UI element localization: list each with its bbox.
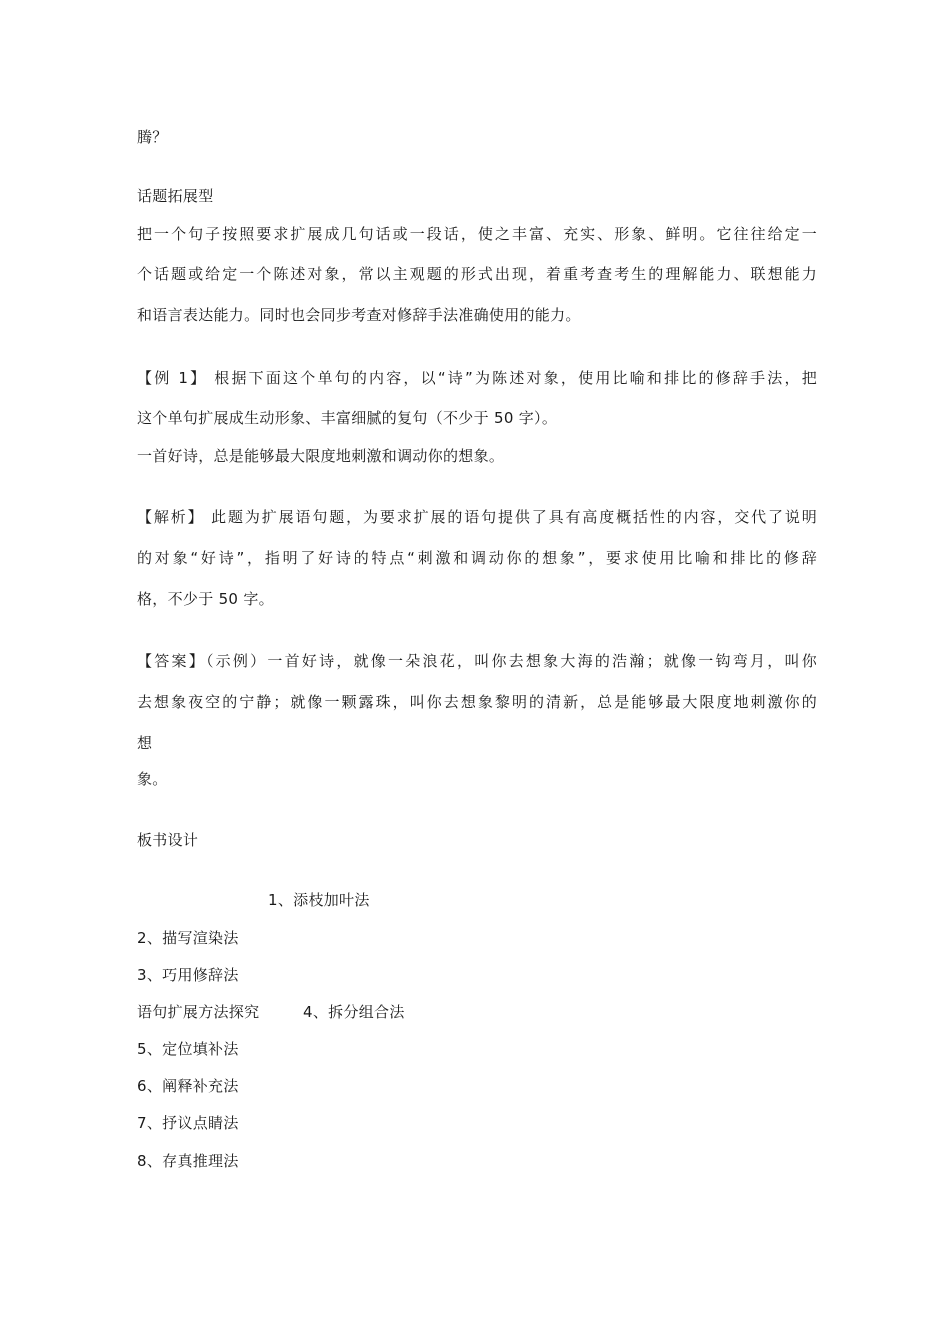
analysis-line: 的对象“好诗”，指明了好诗的特点“刺激和调动你的想象”，要求使用比喻和排比的修辞 xyxy=(137,549,817,567)
board-center-label: 语句扩展方法探究 xyxy=(137,1003,260,1021)
example-line: 这个单句扩展成生动形象、丰富细腻的复句（不少于 50 字）。 xyxy=(137,409,558,427)
board-method: 3、巧用修辞法 xyxy=(137,966,239,984)
board-method: 5、定位填补法 xyxy=(137,1040,239,1058)
answer-line: 去想象夜空的宁静；就像一颗露珠，叫你去想象黎明的清新，总是能够最大限度地刺激你的 xyxy=(137,693,817,711)
board-design-heading: 板书设计 xyxy=(137,831,199,849)
answer-line: 【答案】（示例）一首好诗，就像一朵浪花，叫你去想象大海的浩瀚；就像一钩弯月，叫你 xyxy=(137,652,817,670)
board-method: 7、抒议点睛法 xyxy=(137,1114,239,1132)
paragraph-line: 和语言表达能力。同时也会同步考查对修辞手法准确使用的能力。 xyxy=(137,306,581,324)
board-method: 2、描写渲染法 xyxy=(137,929,239,947)
board-method: 1、添枝加叶法 xyxy=(268,891,370,909)
analysis-line: 格，不少于 50 字。 xyxy=(137,590,274,608)
paragraph-line: 把一个句子按照要求扩展成几句话或一段话，使之丰富、充实、形象、鲜明。它往往给定一 xyxy=(137,225,817,243)
example-line: 【例 1】 根据下面这个单句的内容，以“诗”为陈述对象，使用比喻和排比的修辞手法，把 xyxy=(137,369,817,387)
text-line: 腾？ xyxy=(137,128,168,146)
paragraph-line: 个话题或给定一个陈述对象，常以主观题的形式出现，着重考查考生的理解能力、联想能力 xyxy=(137,265,817,283)
board-method: 8、存真推理法 xyxy=(137,1152,239,1170)
section-heading: 话题拓展型 xyxy=(137,187,214,205)
board-method: 6、阐释补充法 xyxy=(137,1077,239,1095)
example-line: 一首好诗，总是能够最大限度地刺激和调动你的想象。 xyxy=(137,447,505,465)
answer-line: 象。 xyxy=(137,770,168,788)
answer-line: 想 xyxy=(137,734,153,752)
board-method: 4、拆分组合法 xyxy=(303,1003,405,1021)
analysis-line: 【解析】 此题为扩展语句题，为要求扩展的语句提供了具有高度概括性的内容，交代了说明 xyxy=(137,508,817,526)
